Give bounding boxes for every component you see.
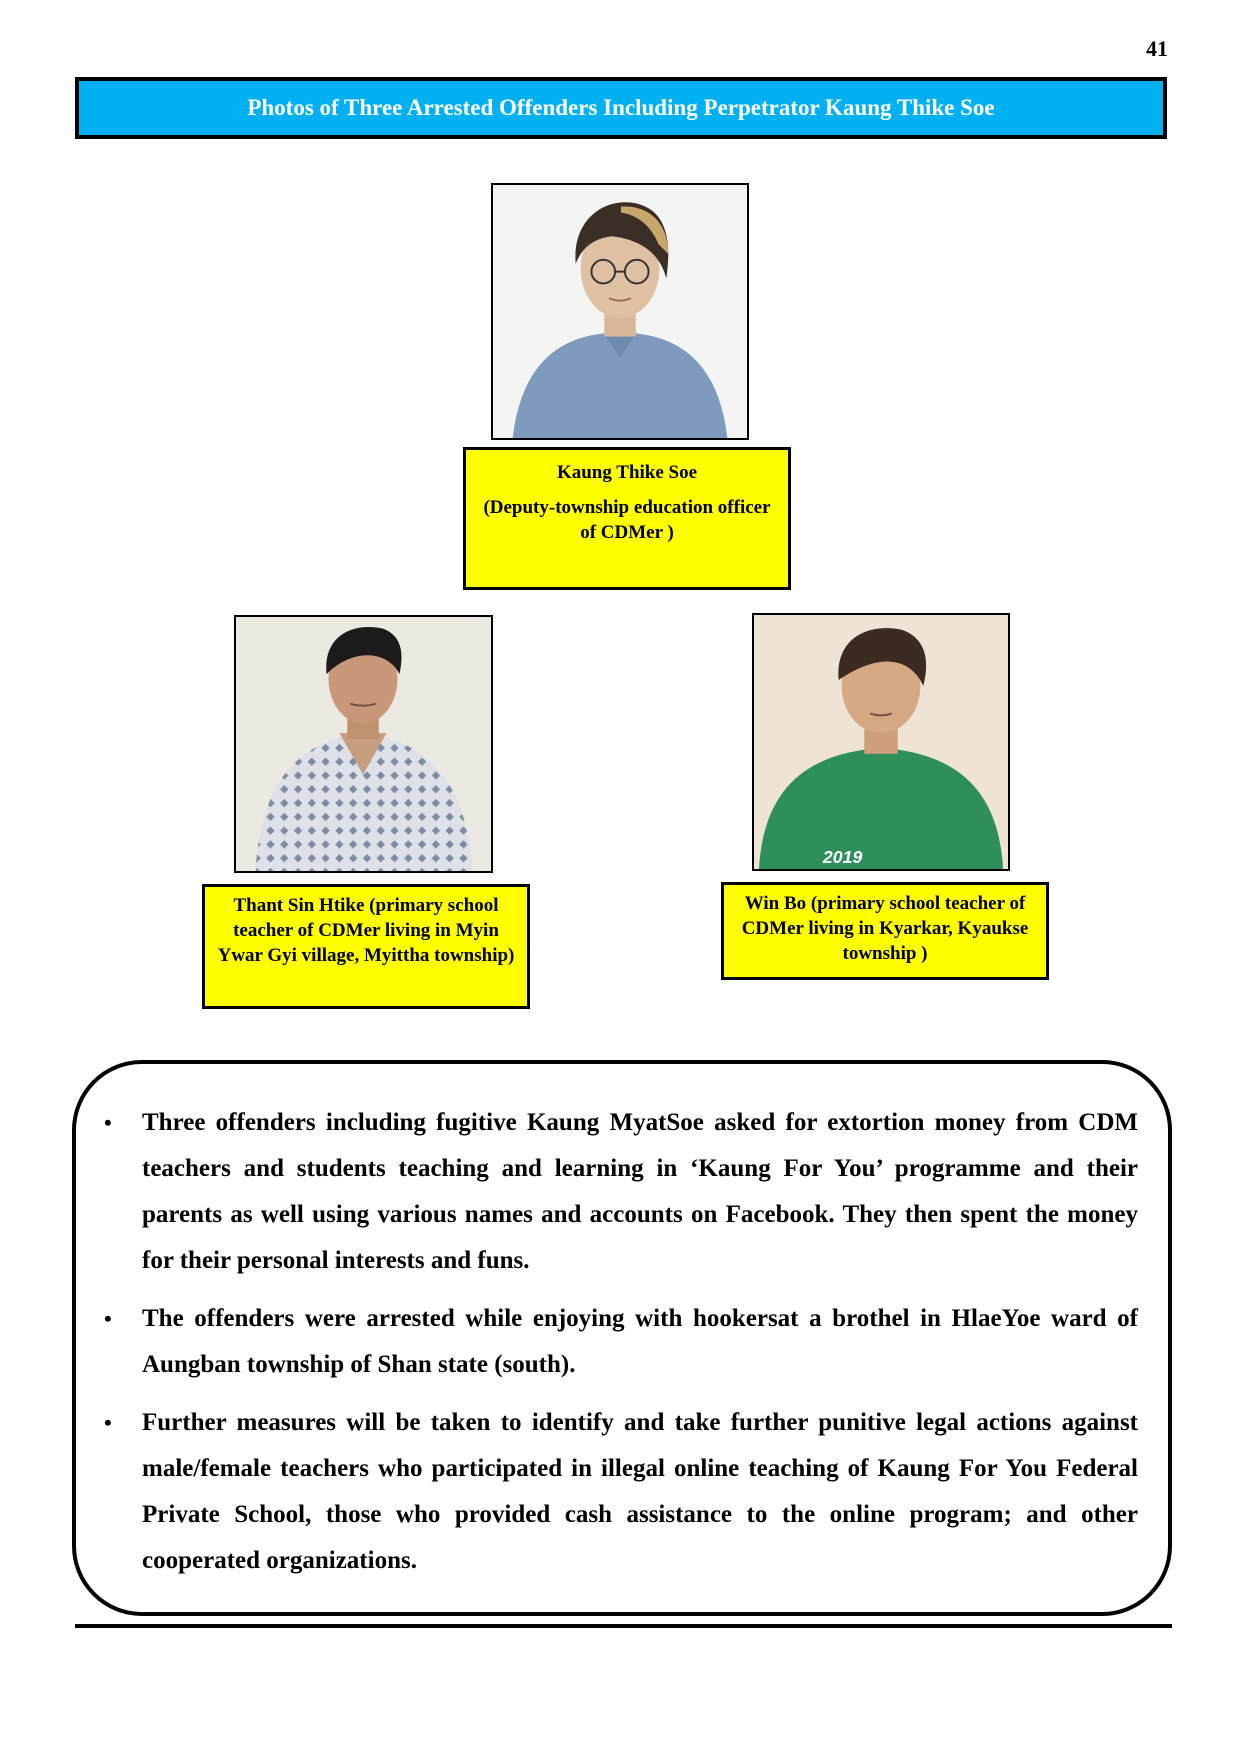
photo-thant-sin-htike [234,615,493,873]
caption-kaung-thike-soe [463,447,791,590]
list-item [104,1100,1138,1284]
bullet-text: Further measures will be taken to identify and take further punitive legal actions against male/female teachers who participated in illegal online teaching of Kaung For You Federal Private School, those who provided cash assistance to the online program; and other cooperated organizations. [142,1409,1138,1574]
list-item [104,1296,1138,1388]
offender-caption: Thant Sin Htike (primary school teacher of CDMer living in Myin Ywar Gyi village, Myittha township) [217,895,515,966]
bullet-text: The offenders were arrested while enjoying with hookersat a brothel in HlaeYoe ward of Aungban township of Shan state (south). [142,1305,1138,1378]
caption-thant-sin-htike [202,884,530,1009]
shirt-print: 2019 [822,847,863,868]
bottom-rule [75,1624,1172,1628]
photo-win-bo [752,613,1010,871]
summary-box [72,1060,1172,1616]
offender-name: Kaung Thike Soe [556,462,698,483]
page-number: 41 [1146,36,1168,61]
bullet-icon: • [104,1110,112,1135]
offender-role: (Deputy-township education officer of CDMer ) [483,497,771,543]
list-item [104,1400,1138,1584]
section-title: Photos of Three Arrested Offenders Including Perpetrator Kaung Thike Soe [247,95,995,120]
summary-list [104,1100,1138,1596]
bullet-text: Three offenders including fugitive Kaung MyatSoe asked for extortion money from CDM teachers and students teaching and learning in ‘Kaung For You’ programme and their parents as well using various names and accounts on Facebook. They then spent the money for their personal interests and funs. [142,1109,1138,1274]
offender-caption: Win Bo (primary school teacher of CDMer living in Kyarkar, Kyaukse township ) [741,893,1029,964]
bullet-icon: • [104,1306,112,1331]
caption-win-bo [721,882,1049,980]
bullet-icon: • [104,1410,112,1435]
photo-kaung-thike-soe [491,183,749,440]
section-title-bar [75,77,1167,139]
